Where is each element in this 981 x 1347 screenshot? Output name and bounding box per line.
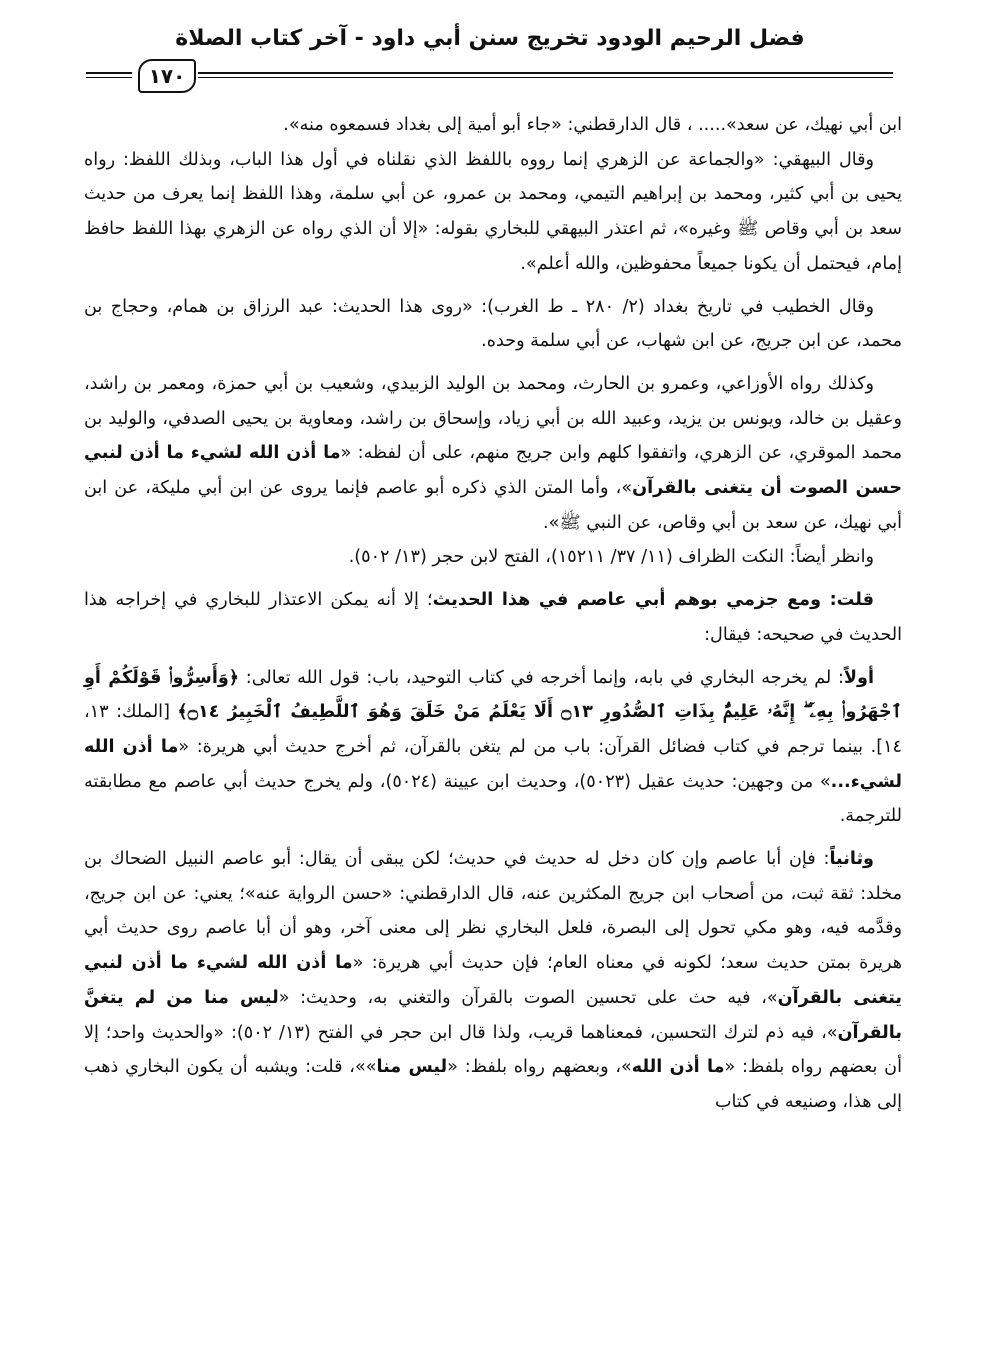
text-run: [الملك: ١٣، ١٤]. بينما ترجم في كتاب فضائل القرآن: باب من لم يتغن بالقرآن، ثم أخرج حديث أبي هريرة: « bbox=[84, 702, 902, 757]
body-text bbox=[84, 108, 902, 1120]
bold-quote: ما أذن الله لشيء ما أذن لنبي حسن الصوت أن يتغنى بالقرآن bbox=[84, 443, 903, 499]
bold-quote: ليس منا من لم يتغنَّ بالقرآن bbox=[84, 987, 902, 1043]
paragraph-p1 bbox=[84, 108, 902, 143]
text-run: وكذلك رواه الأوزاعي، وعمرو بن الحارث، ومحمد بن الوليد الزبيدي، وشعيب بن أبي حمزة، ومعمر بن راشد، وعقيل بن خالد، ويونس بن يزيد، وعبيد الله بن أبي زياد، وإسحاق بن راشد، ومعاوية بن يحيى الصدفي، والوليد بن محمد الموقري، عن الزهري، واتفقوا كلهم وابن جريج منهم، على أن لفظه: « bbox=[84, 373, 902, 464]
header-rule-left bbox=[86, 72, 132, 74]
text-run: »، فيه حث على تحسين الصوت بالقرآن والتغني به، وحديث: « bbox=[278, 987, 778, 1008]
bold-quote: ليس منا bbox=[376, 1057, 448, 1078]
page-number: ١٧٠ bbox=[148, 64, 186, 88]
text-run: »، وبعضهم رواه بلفظ: « bbox=[447, 1057, 632, 1078]
bold-quote: ما أذن الله لشيء... bbox=[84, 736, 902, 792]
header-rule bbox=[198, 72, 893, 74]
text-run: » من وجهين: حديث عقيل (٥٠٢٣)، وحديث ابن عيينة (٥٠٢٤)، ولم يخرج حديث أبي عاصم مع مطابقته للترجمة. bbox=[84, 771, 902, 827]
running-title: فضل الرحيم الودود تخريج سنن أبي داود - آخر كتاب الصلاة bbox=[175, 26, 805, 51]
page-number-frame bbox=[138, 59, 196, 93]
paragraph-p8 bbox=[84, 842, 902, 1120]
bold-quote: قلت: ومع جزمي بوهم أبي عاصم في هذا الحديث bbox=[432, 590, 874, 611]
text-run: وقال الخطيب في تاريخ بغداد (٢/ ٢٨٠ ـ ط الغرب): «روى هذا الحديث: عبد الرزاق بن همام، وحجاج بن محمد، عن ابن جريج، عن ابن شهاب، عن أبي سلمة وحده. bbox=[84, 296, 902, 352]
header-rule-thin bbox=[198, 77, 893, 78]
paragraph-p3 bbox=[84, 290, 902, 359]
bold-quote: ما أذن الله bbox=[631, 1057, 725, 1078]
bold-quote: ما أذن الله لشيء ما أذن لنبي يتغنى بالقرآن bbox=[84, 953, 902, 1008]
text-run: »، فيه ذم لترك التحسين، فمعناهما قريب، ولذا قال ابن حجر في الفتح (١٣/ ٥٠٢): «والحديث واحد؛ إلا أن بعضهم رواه بلفظ: « bbox=[84, 1022, 902, 1078]
paragraph-p4 bbox=[84, 367, 902, 541]
text-run: وانظر أيضاً: النكت الظراف (١١/ ٣٧/ ١٥٢١١)، الفتح لابن حجر (١٣/ ٥٠٢). bbox=[348, 547, 874, 568]
paragraph-p5 bbox=[84, 540, 902, 575]
text-run: : لم يخرجه البخاري في بابه، وإنما أخرجه في كتاب التوحيد، باب: قول الله تعالى: bbox=[239, 667, 844, 688]
bold-quote: أولاً bbox=[843, 667, 874, 688]
text-run: : فإن أبا عاصم وإن كان دخل له حديث في حديث؛ لكن يبقى أن يقال: أبو عاصم النبيل الضحاك بن مخلد: ثقة ثبت، من أصحاب ابن جريج المكثرين عنه، قال الدارقطني: «حسن الرواية عنه»؛ يعني: عن ابن جريج، وقدَّمه فيه، وهو مكي تحول إلى البصرة، فلعل البخاري نظر إلى معنى آخر، وهو أن أبا عاصم روى حديث أبي هريرة بمتن حديث سعد؛ لكونه في معناه العام؛ فإن حديث أبي هريرة: « bbox=[84, 849, 902, 974]
bold-quote: وثانياً bbox=[829, 849, 874, 870]
header-rule-left-thin bbox=[86, 77, 132, 78]
text-run: وقال البيهقي: «والجماعة عن الزهري إنما رووه باللفظ الذي نقلناه في أول هذا الباب، وبذلك اللفظ: رواه يحيى بن أبي كثير، ومحمد بن إبراهيم التيمي، ومحمد بن عمرو، عن أبي سلمة، وهذا اللفظ إنما يعرف من حديث سعد بن أبي وقاص ﷺ وغيره»، ثم اعتذر البيهقي للبخاري بقوله: «إلا أن الذي رواه عن الزهري بهذا اللفظ حافظ إمام، فيحتمل أن يكونا جميعاً محفوظين، والله أعلم». bbox=[84, 149, 902, 274]
bold-quote: ﴿وَأَسِرُّوا۟ قَوْلَكُمْ أَوِ ٱجْهَرُوا۟ بِهِۦٓ ۖ إِنَّهُۥ عَلِيمٌۢ بِذَاتِ ٱلصُّدُورِ ۝١٣ أَلَا يَعْلَمُ مَنْ خَلَقَ وَهُوَ ٱللَّطِيفُ ٱلْخَبِيرُ ۝١٤﴾ bbox=[84, 667, 902, 723]
paragraph-p2 bbox=[84, 143, 902, 282]
text-run: »»، قلت: ويشبه أن يكون البخاري ذهب إلى هذا، وصنيعه في كتاب bbox=[84, 1057, 902, 1112]
text-run: ؛ إلا أنه يمكن الاعتذار للبخاري في إخراجه هذا الحديث في صحيحه: فيقال: bbox=[84, 590, 902, 645]
paragraph-p6 bbox=[84, 583, 902, 652]
paragraph-p7 bbox=[84, 661, 902, 835]
text-run: ابن أبي نهيك، عن سعد»..... ، قال الدارقطني: «جاء أبو أمية إلى بغداد فسمعوه منه». bbox=[283, 115, 902, 135]
text-run: »، وأما المتن الذي ذكره أبو عاصم فإنما يروى عن ابن أبي مليكة، عن ابن أبي نهيك، عن سعد بن أبي وقاص، عن النبي ﷺ». bbox=[84, 478, 902, 533]
